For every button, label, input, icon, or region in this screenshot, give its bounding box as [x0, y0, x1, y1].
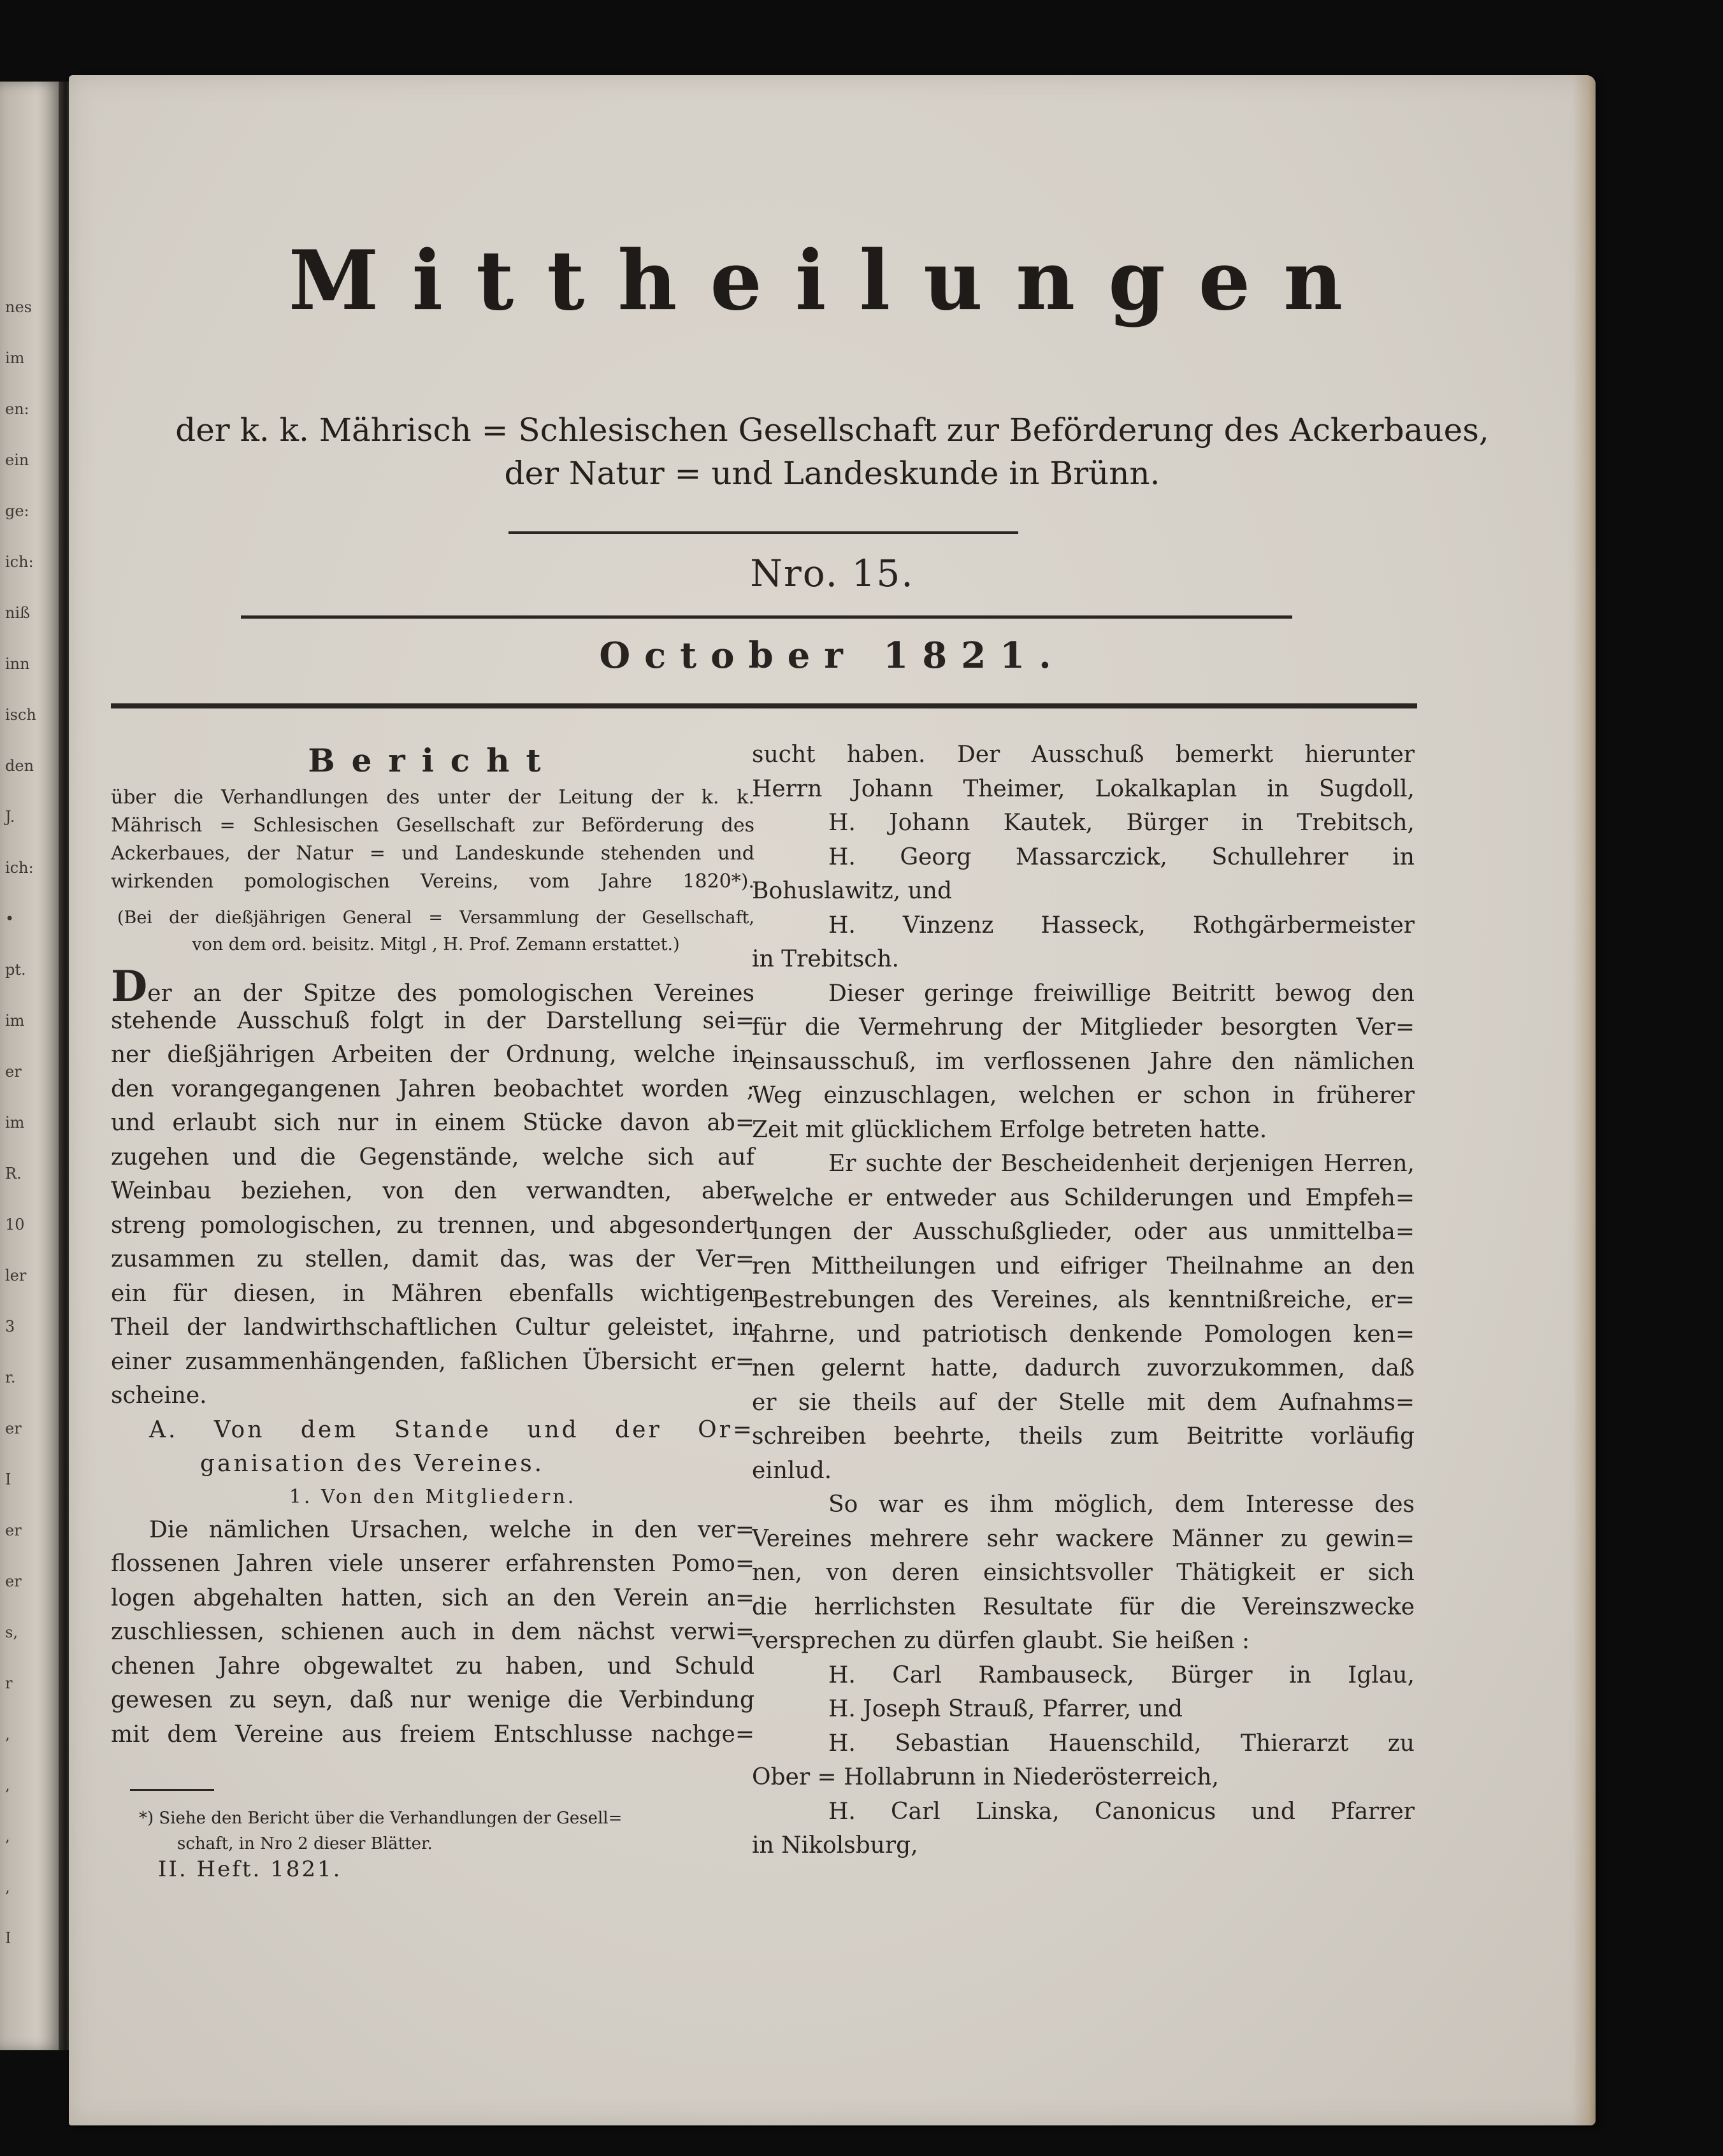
paragraph-line: chenen Jahre obgewaltet zu haben, und Schuld: [111, 1653, 754, 1679]
paragraph-line: logen abgehalten hatten, sich an den Verein an=: [111, 1585, 754, 1611]
paragraph-line: nen gelernt hatte, dadurch zuvorzukommen, daß: [752, 1355, 1415, 1381]
paragraph-line: Bohuslawitz, und: [752, 878, 953, 904]
name-list-line: Ober = Hollabrunn in Niederösterreich,: [752, 1764, 1219, 1790]
paragraph-line: Herrn Johann Theimer, Lokalkaplan in Sugdoll,: [752, 775, 1415, 802]
section-a-heading: [111, 1413, 754, 1481]
paragraph-line: stehende Ausschuß folgt in der Darstellung sei=: [111, 1007, 754, 1034]
left-page-fragment: s,: [5, 1623, 18, 1641]
signature-mark: II. Heft. 1821.: [158, 1857, 342, 1882]
footnote-line: schaft, in Nro 2 dieser Blätter.: [177, 1834, 433, 1853]
paragraph-1: [111, 961, 754, 1413]
paragraph-line: Zeit mit glücklichem Erfolge betreten hatte.: [752, 1116, 1267, 1143]
left-page-fragment: er: [5, 1419, 22, 1437]
subheading-line: Ackerbaues, der Natur = und Landeskunde stehenden und: [111, 842, 754, 865]
drop-cap: D: [111, 961, 148, 1011]
paragraph-line: Weg einzuschlagen, welchen er schon in früherer: [752, 1082, 1415, 1109]
paragraph-line: H. Georg Massarczick, Schullehrer in: [828, 844, 1415, 870]
left-page-fragment: pt.: [5, 961, 26, 979]
left-page-fragment: im: [5, 1012, 25, 1030]
paragraph-line: schreiben beehrte, theils zum Beitritte vorläufig: [752, 1423, 1415, 1449]
paragraph-line: gewesen zu seyn, daß nur wenige die Verbindung: [111, 1687, 754, 1713]
journal-subtitle-line-2: der Natur = und Landeskunde in Brünn.: [504, 455, 1160, 492]
left-page-fragment: nes: [5, 298, 32, 316]
note-line: (Bei der dießjährigen General = Versammlung der Gesellschaft,: [117, 908, 754, 928]
left-page-fragment: ,: [5, 1827, 10, 1845]
left-page-fragment: J.: [5, 808, 15, 826]
subheading-line: Mährisch = Schlesischen Gesellschaft zur Beförderung des: [111, 814, 754, 837]
paragraph-line: Theil der landwirthschaftlichen Cultur geleistet, in: [111, 1314, 754, 1340]
paragraph-line: H. Johann Kautek, Bürger in Trebitsch,: [828, 810, 1415, 836]
left-page-fragment: ein: [5, 451, 29, 469]
left-page-fragment: niß: [5, 604, 31, 622]
section-heading-line: A. Von dem Stande und der Or=: [149, 1416, 754, 1443]
paragraph-line: den vorangegangenen Jahren beobachtet worden ;: [111, 1075, 754, 1102]
paragraph-line: Weinbau beziehen, von den verwandten, aber: [111, 1178, 754, 1204]
name-list-line: H. Joseph Strauß, Pfarrer, und: [828, 1696, 1183, 1722]
section-heading-line: ganisation des Vereines.: [200, 1451, 545, 1477]
left-page-fragment: ,: [5, 1878, 10, 1896]
name-list-line: H. Sebastian Hauenschild, Thierarzt zu: [828, 1730, 1415, 1757]
left-page-fragment: I: [5, 1929, 11, 1947]
left-page-fragment: den: [5, 757, 34, 775]
paragraph-line: mit dem Vereine aus freiem Entschlusse nachge=: [111, 1721, 754, 1748]
left-page-fragment: er: [5, 1063, 22, 1081]
journal-title: Mittheilungen: [288, 233, 1376, 329]
paragraph-line: für die Vermehrung der Mitglieder besorgten Ver=: [752, 1014, 1415, 1040]
footnote-divider: [130, 1789, 214, 1791]
paragraph-line: versprechen zu dürfen glaubt. Sie heißen :: [752, 1628, 1250, 1654]
paragraph-line: und erlaubt sich nur in einem Stücke davon ab=: [111, 1110, 754, 1136]
article-note: [111, 905, 754, 958]
paragraph-line: zugehen und die Gegenstände, welche sich auf: [111, 1144, 754, 1170]
title-divider: [508, 531, 1018, 534]
left-facing-page-edge: [0, 82, 61, 2050]
paragraph-line: flossenen Jahren viele unserer erfahrensten Pomo=: [111, 1551, 754, 1577]
left-page-fragment: en:: [5, 400, 29, 418]
left-page-fragment: 10: [5, 1216, 25, 1233]
paragraph-line: zusammen zu stellen, damit das, was der Ver=: [111, 1246, 754, 1272]
paragraph-line: ein für diesen, in Mähren ebenfalls wichtigen: [111, 1280, 754, 1307]
name-list-line: H. Carl Linska, Canonicus und Pfarrer: [828, 1798, 1415, 1825]
paragraph-line: er sie theils auf der Stelle mit dem Aufnahms=: [752, 1389, 1415, 1416]
section-1-heading: [111, 1481, 754, 1513]
name-list-line: in Nikolsburg,: [752, 1832, 918, 1858]
paragraph-line: einsausschuß, im verflossenen Jahre den nämlichen: [752, 1048, 1415, 1075]
left-page-fragment: inn: [5, 655, 30, 673]
subheading-line: wirkenden pomologischen Vereins, vom Jahre 1820*).: [111, 870, 754, 893]
paragraph-line: nen, von deren einsichtsvoller Thätigkeit er sich: [752, 1560, 1415, 1586]
paragraph-line: ner dießjährigen Arbeiten der Ordnung, welche in: [111, 1042, 754, 1068]
issue-date: October 1821.: [599, 635, 1065, 677]
left-page-fragment: •: [5, 910, 15, 928]
article-heading: Bericht: [308, 742, 558, 779]
paragraph-line: H. Vinzenz Hasseck, Rothgärbermeister: [828, 912, 1415, 938]
name-list-line: H. Carl Rambauseck, Bürger in Iglau,: [828, 1662, 1415, 1688]
paragraph-line: So war es ihm möglich, dem Interesse des: [828, 1491, 1415, 1518]
footnote: [139, 1806, 782, 1857]
left-page-fragment: r: [5, 1674, 13, 1692]
paragraph-line: einlud.: [752, 1457, 832, 1484]
left-page-fragment: ich:: [5, 553, 34, 571]
paragraph-line: Dieser geringe freiwillige Beitritt bewog den: [828, 980, 1415, 1007]
paragraph-line: sucht haben. Der Ausschuß bemerkt hierunter: [752, 742, 1415, 768]
left-page-fragment: er: [5, 1521, 22, 1539]
paragraph-line: Bestrebungen des Vereines, als kenntnißreiche, er=: [752, 1287, 1415, 1313]
left-page-fragment: ge:: [5, 502, 29, 520]
paragraph-line: Die nämlichen Ursachen, welche in den ver=: [149, 1516, 754, 1543]
right-column: [752, 738, 1415, 1863]
paragraph-line: lungen der Ausschußglieder, oder aus unmittelba=: [752, 1219, 1415, 1245]
paragraph-line: ren Mittheilungen und eifriger Theilnahme an den: [752, 1253, 1415, 1279]
header-divider-heavy: [111, 703, 1417, 708]
article-subheading: [111, 784, 754, 896]
paragraph-line: zuschliessen, schienen auch in dem nächst verwi=: [111, 1619, 754, 1645]
left-page-fragment: im: [5, 1114, 25, 1132]
paragraph-line: welche er entweder aus Schilderungen und Empfeh=: [752, 1184, 1415, 1211]
left-page-fragment: 3: [5, 1318, 15, 1335]
paragraph-line: die herrlichsten Resultate für die Vereinszwecke: [752, 1593, 1415, 1620]
left-page-fragment: isch: [5, 706, 36, 724]
left-column: [111, 738, 754, 1751]
paragraph-line: Er suchte der Bescheidenheit derjenigen Herren,: [828, 1151, 1415, 1177]
section-subheading: 1. Von den Mitgliedern.: [289, 1485, 577, 1508]
paragraph-line: scheine.: [111, 1383, 207, 1409]
note-line: von dem ord. beisitz. Mitgl , H. Prof. Zemann erstattet.): [192, 935, 680, 954]
left-page-fragment: I: [5, 1470, 11, 1488]
journal-subtitle-line-1: der k. k. Mährisch = Schlesischen Gesellschaft zur Beförderung des Ackerbaues,: [175, 412, 1489, 449]
paragraph-line: er an der Spitze des pomologischen Vereines: [147, 981, 754, 1007]
paragraph-line: einer zusammenhängenden, faßlichen Übersicht er=: [111, 1348, 754, 1375]
paragraph-2: [111, 1513, 754, 1752]
left-page-fragment: r.: [5, 1369, 16, 1386]
page-edge-shadow: [1573, 75, 1596, 2125]
issue-divider: [241, 615, 1292, 619]
left-page-fragment: im: [5, 349, 25, 367]
subheading-line: über die Verhandlungen des unter der Leitung der k. k.: [111, 786, 754, 808]
paragraph-line: Vereines mehrere sehr wackere Männer zu gewin=: [752, 1525, 1415, 1552]
paragraph-line: in Trebitsch.: [752, 946, 899, 972]
issue-number: Nro. 15.: [750, 552, 914, 595]
book-page: [69, 75, 1596, 2125]
left-page-fragment: ler: [5, 1267, 27, 1284]
left-page-fragment: ,: [5, 1776, 10, 1794]
left-page-fragment: R.: [5, 1165, 22, 1182]
footnote-line: *) Siehe den Bericht über die Verhandlungen der Gesell=: [139, 1809, 623, 1828]
paragraph-line: streng pomologischen, zu trennen, und abgesondert: [111, 1212, 754, 1239]
left-page-fragment: er: [5, 1572, 22, 1590]
left-page-fragment: ich:: [5, 859, 34, 877]
left-page-fragment: ,: [5, 1725, 10, 1743]
paragraph-line: fahrne, und patriotisch denkende Pomologen ken=: [752, 1321, 1415, 1348]
